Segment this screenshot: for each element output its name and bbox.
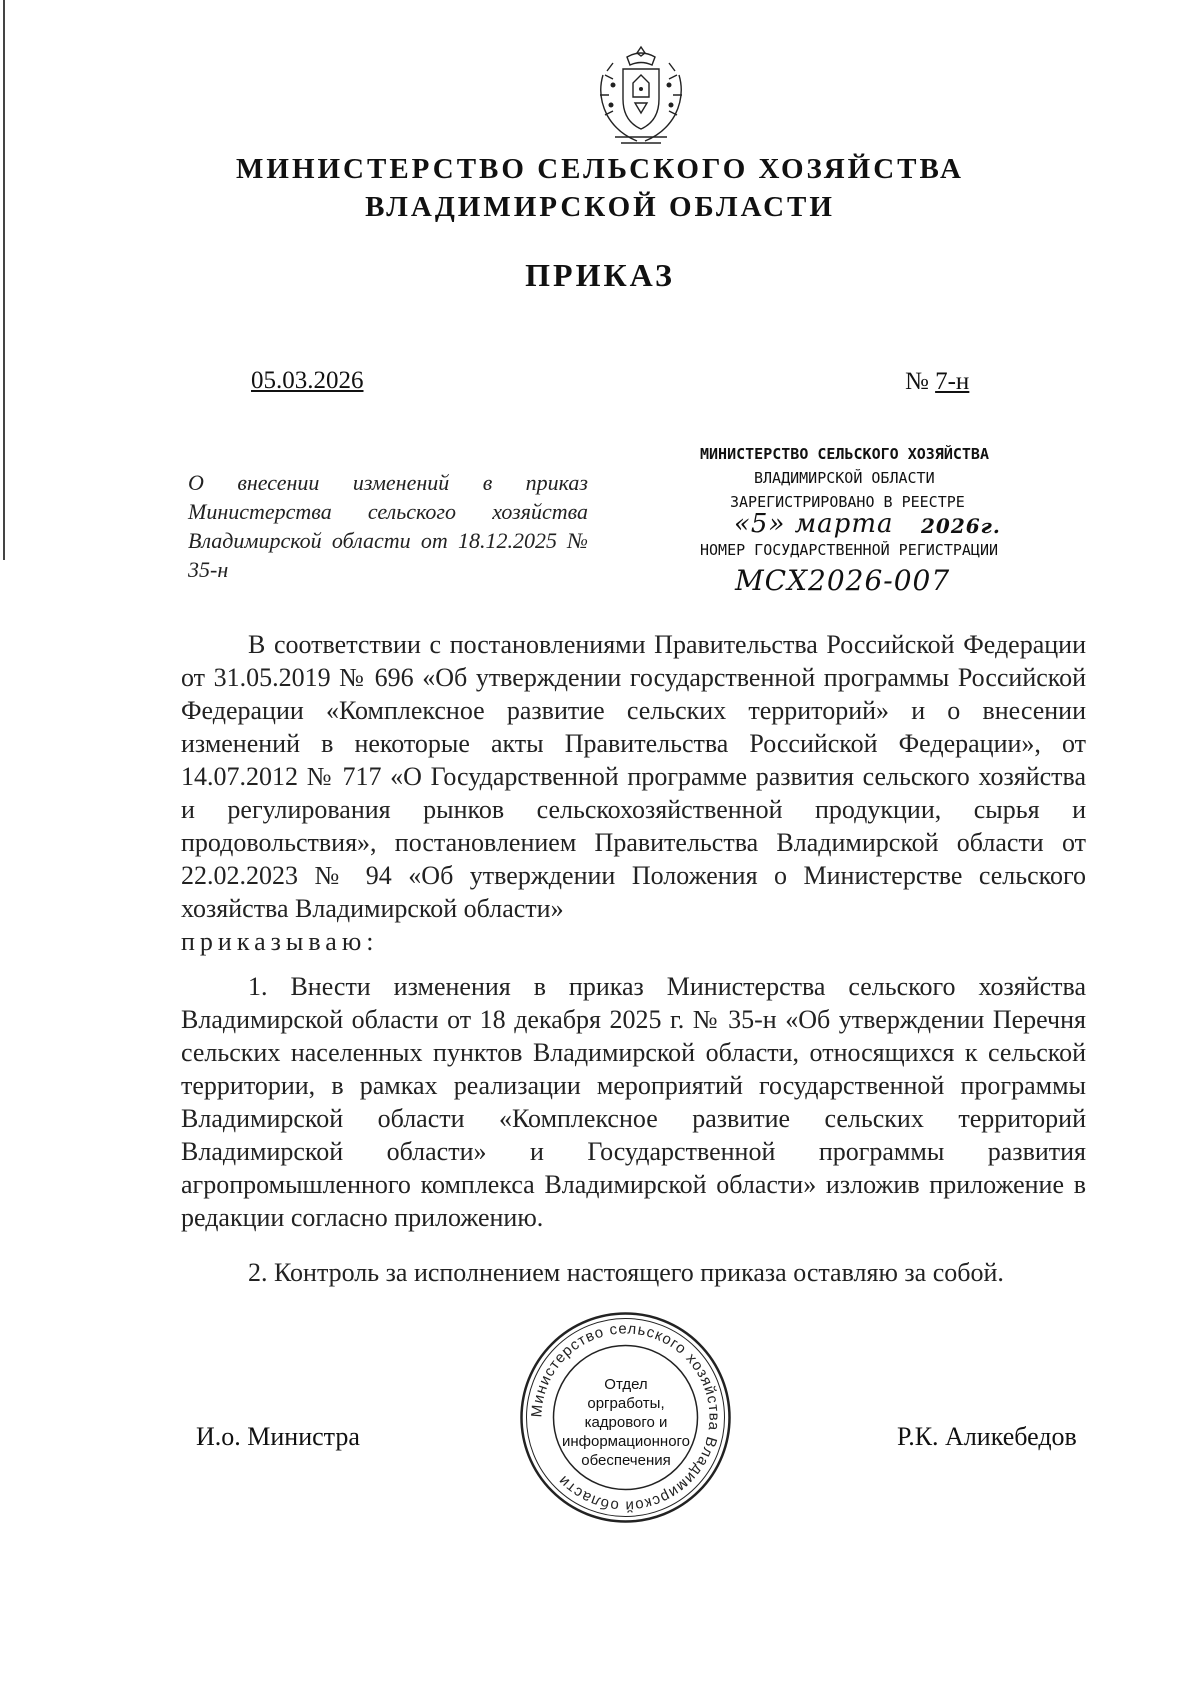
document-type: ПРИКАЗ xyxy=(525,257,675,293)
order-number-value: 7-н xyxy=(935,368,970,395)
order-word: приказываю: xyxy=(181,927,379,956)
stamp-line-ministry: МИНИСТЕРСТВО СЕЛЬСКОГО ХОЗЯЙСТВА xyxy=(700,445,989,463)
stamp-line-reg-number-label: НОМЕР ГОСУДАРСТВЕННОЙ РЕГИСТРАЦИИ xyxy=(700,541,999,559)
order-number-prefix: № xyxy=(905,368,929,395)
seal-ring-text: Министерство сельского хозяйства Владимирской области xyxy=(528,1320,723,1515)
stamp-line-region: ВЛАДИМИРСКОЙ ОБЛАСТИ xyxy=(754,469,935,487)
seal-center-line4: информационного xyxy=(561,1433,691,1450)
seal-center-line2: оргработы, xyxy=(587,1395,665,1412)
order-body xyxy=(181,628,1086,1289)
ministry-title-line1: МИНИСТЕРСТВО СЕЛЬСКОГО ХОЗЯЙСТВА xyxy=(236,153,964,185)
ministry-title-line2: ВЛАДИМИРСКОЙ ОБЛАСТИ xyxy=(365,191,835,223)
seal-center-line3: кадрового и xyxy=(584,1414,668,1431)
seal-center-line5: обеспечения xyxy=(581,1452,671,1469)
preamble-paragraph: В соответствии с постановлениями Правительства Российской Федерации от 31.05.2019 № 696 «Об утверждении государственной программы Российской Федерации «Комплексное развитие сельских территорий» и о внесении изменений в некоторые акты Правительства Российской Федерации», от 14.07.2012 № 717 «О Государственной программе развития сельского хозяйства и регулирования рынков сельскохозяйственной продукции, сырья и продовольствия», постановлением Правительства Владимирской области от 22.02.2023 № 94 «Об утверждении Положения о Министерстве сельского хозяйства Владимирской области» xyxy=(181,630,1086,923)
order-number xyxy=(905,368,969,396)
stamp-line-registered: ЗАРЕГИСТРИРОВАНО В РЕЕСТРЕ xyxy=(730,493,965,511)
seal-center-text xyxy=(545,1375,707,1470)
order-subject: О внесении изменений в приказ Министерства сельского хозяйства Владимирской области от 18.12.2025 № 35-н xyxy=(188,470,588,582)
signatory-position: И.о. Министра xyxy=(196,1422,360,1451)
signatory-name: Р.К. Аликебедов xyxy=(897,1422,1077,1451)
coat-of-arms-icon xyxy=(593,45,689,149)
seal-center-line1: Отдел xyxy=(604,1376,648,1393)
ministry-title xyxy=(0,150,1200,226)
registration-stamp xyxy=(700,442,1040,562)
order-date: 05.03.2026 xyxy=(251,367,364,394)
handwritten-registration-date: «5» марта xyxy=(734,509,894,539)
handwritten-registration-year: 2026г. xyxy=(921,514,1001,538)
order-item-2: 2. Контроль за исполнением настоящего приказа оставляю за собой. xyxy=(248,1258,1004,1287)
handwritten-registration-number: МСХ2026-007 xyxy=(735,564,951,597)
order-item-1: 1. Внести изменения в приказ Министерства сельского хозяйства Владимирской области от 18 декабря 2025 г. № 35-н «Об утверждении Перечня сельских населенных пунктов Владимирской области, относящихся к сельской территории, в рамках реализации мероприятий государственной программы Владимирской области «Комплексное развитие сельских территорий Владимирской области» и Государственной программы развития агропромышленного комплекса Владимирской области» изложив приложение в редакции согласно приложению. xyxy=(181,972,1086,1232)
